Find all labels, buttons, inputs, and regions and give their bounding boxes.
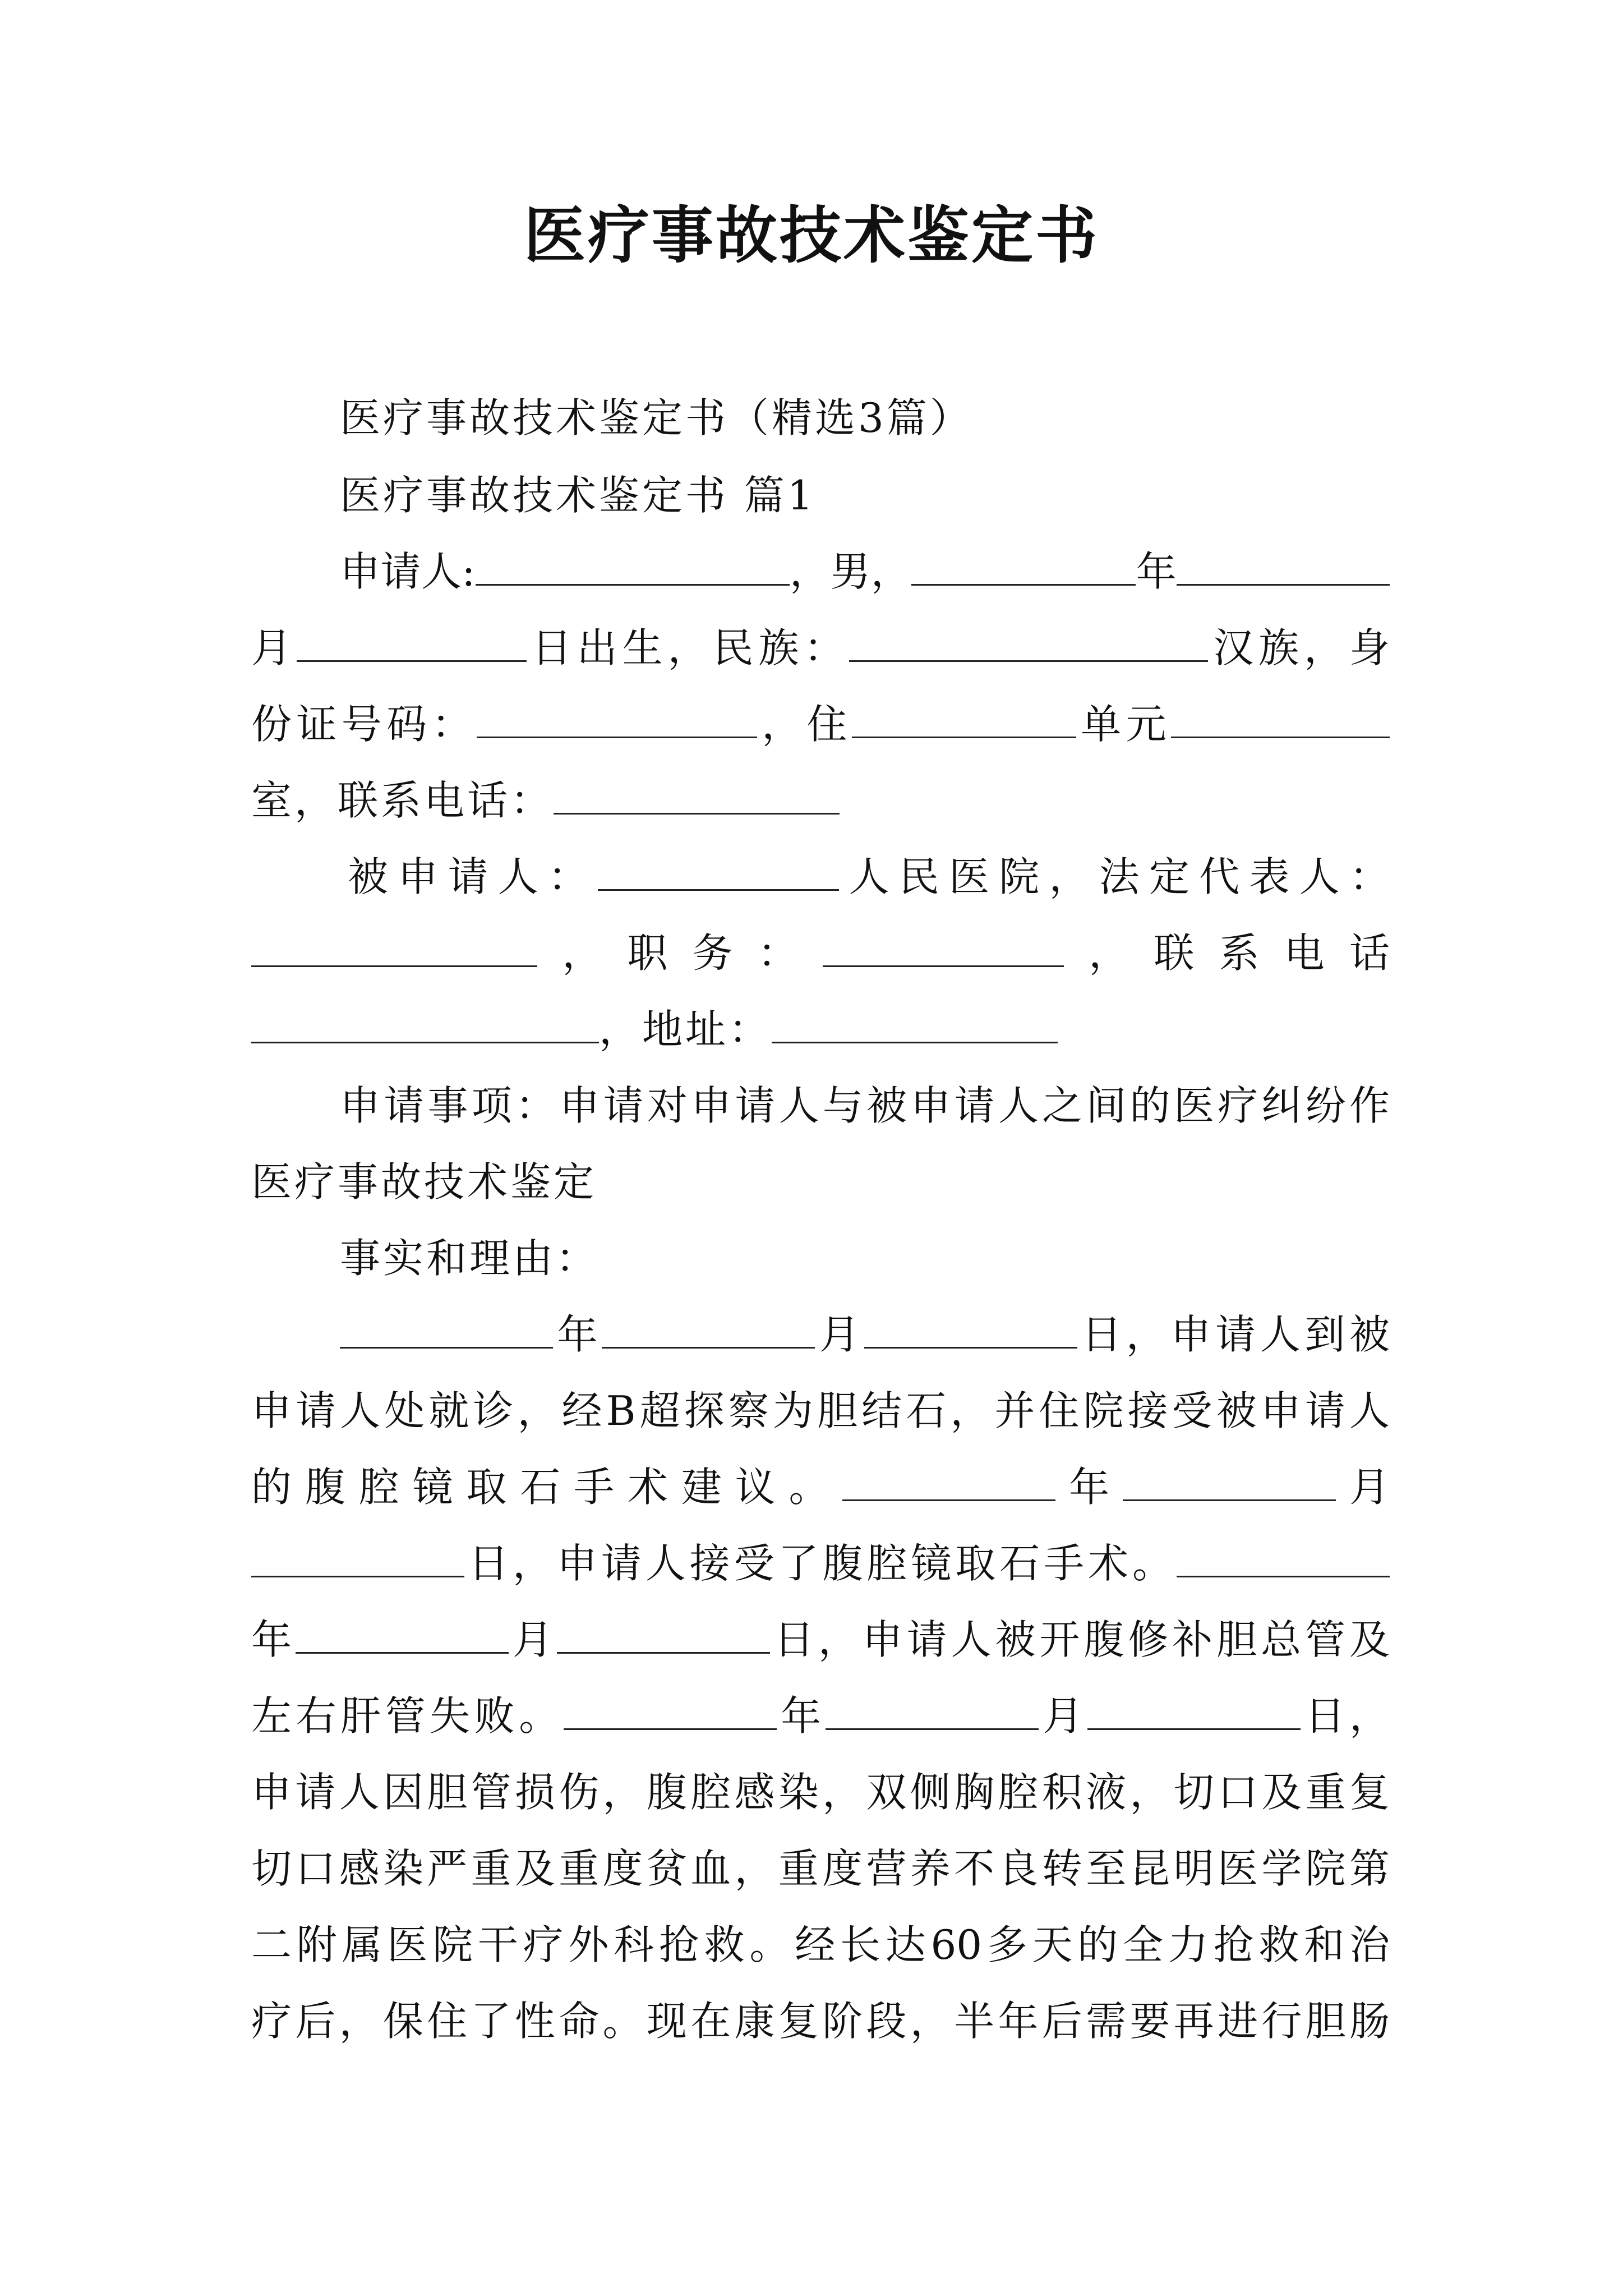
label: 左右肝管失败。 [251,1692,564,1740]
paragraph-line: 申请事项：申请对申请人与被申请人之间的医疗纠纷作 [340,1082,1390,1129]
blank-field [1171,695,1390,738]
blank-field [251,1000,599,1043]
blank-field [251,924,537,967]
blank-field [1177,1534,1390,1577]
paragraph-line [340,541,1390,602]
label: 室，联系电话： [251,777,554,824]
blank-field [823,924,1064,967]
blank-field [598,848,839,891]
label: 汉族，身 [1208,624,1390,671]
paragraph-line [251,1609,1390,1671]
label: 月 [251,624,297,671]
paragraph-line [340,1304,1390,1365]
page-title: 医疗事故技术鉴定书 [524,199,1099,272]
label: ，职务： [537,930,823,977]
label: 人民医院，法定代表人： [839,853,1390,900]
blank-field [564,1687,777,1730]
label: 日出生，民族： [526,624,850,671]
paragraph-line: 申请人因胆管损伤，腹腔感染，双侧胸腔积液，切口及重复 [251,1769,1390,1816]
blank-field [296,1611,509,1654]
label: ，联系电话 [1064,930,1390,977]
paragraph-line [251,770,840,831]
paragraph-line: 疗后，保住了性命。现在康复阶段，半年后需要再进行胆肠 [251,1998,1390,2045]
label: 的腹腔镜取石手术建议。 [251,1464,843,1511]
label: ，男， [789,548,912,595]
paragraph-line: 事实和理由： [340,1235,600,1282]
label: 年 [1055,1464,1123,1511]
blank-field [476,542,790,586]
label: 单元 [1076,701,1171,748]
label: 月 [1038,1692,1087,1740]
label: 日，申请人接受了腹腔镜取石手术。 [464,1540,1177,1587]
blank-field [911,542,1136,586]
blank-field [251,1534,464,1577]
paragraph-line: 医疗事故技术鉴定 [251,1158,597,1205]
label: 月 [508,1616,557,1663]
blank-field [297,619,527,662]
label: 被申请人： [348,853,598,900]
blank-field [557,1611,770,1654]
blank-field [852,695,1076,738]
blank-field [554,771,840,815]
blank-field [477,695,757,738]
doc-subtitle: 医疗事故技术鉴定书（精选3篇） [340,394,973,441]
blank-field [864,1305,1077,1349]
paragraph-line [251,693,1390,755]
label: 年 [776,1692,826,1740]
paragraph-line [251,999,1058,1060]
blank-field [772,1000,1058,1043]
blank-field [1177,542,1390,586]
label: 份证号码： [251,701,477,748]
blank-field [1087,1687,1301,1730]
label: 年 [251,1616,296,1663]
blank-field [842,1458,1055,1501]
paragraph-line [251,1533,1390,1594]
paragraph-line [251,922,1390,984]
blank-field [849,619,1208,662]
paragraph-line [251,1456,1390,1518]
blank-field [602,1305,815,1349]
paragraph-line: 切口感染严重及重度贫血，重度营养不良转至昆明医学院第 [251,1845,1390,1892]
paragraph-line: 申请人处就诊，经B超探察为胆结石，并住院接受被申请人 [251,1387,1390,1434]
label: 月 [1336,1464,1390,1511]
blank-field [826,1687,1039,1730]
section-heading: 医疗事故技术鉴定书 篇1 [340,472,816,519]
label: 日，申请人被开腹修补胆总管及 [769,1616,1390,1663]
paragraph-line: 二附属医院干疗外科抢救。经长达60多天的全力抢救和治 [251,1921,1390,1968]
label: 日， [1300,1692,1390,1740]
blank-field [1123,1458,1336,1501]
label: 申请人: [340,548,476,595]
label: 年 [553,1311,602,1358]
paragraph-line [348,846,1390,908]
label: 年 [1136,548,1177,595]
paragraph-line [251,1685,1390,1747]
blank-field [340,1305,553,1349]
label: ，住 [757,701,852,748]
label: 月 [815,1311,864,1358]
paragraph-line [251,617,1390,679]
label: 日，申请人到被 [1077,1311,1390,1358]
label: ，地址： [599,1006,772,1053]
